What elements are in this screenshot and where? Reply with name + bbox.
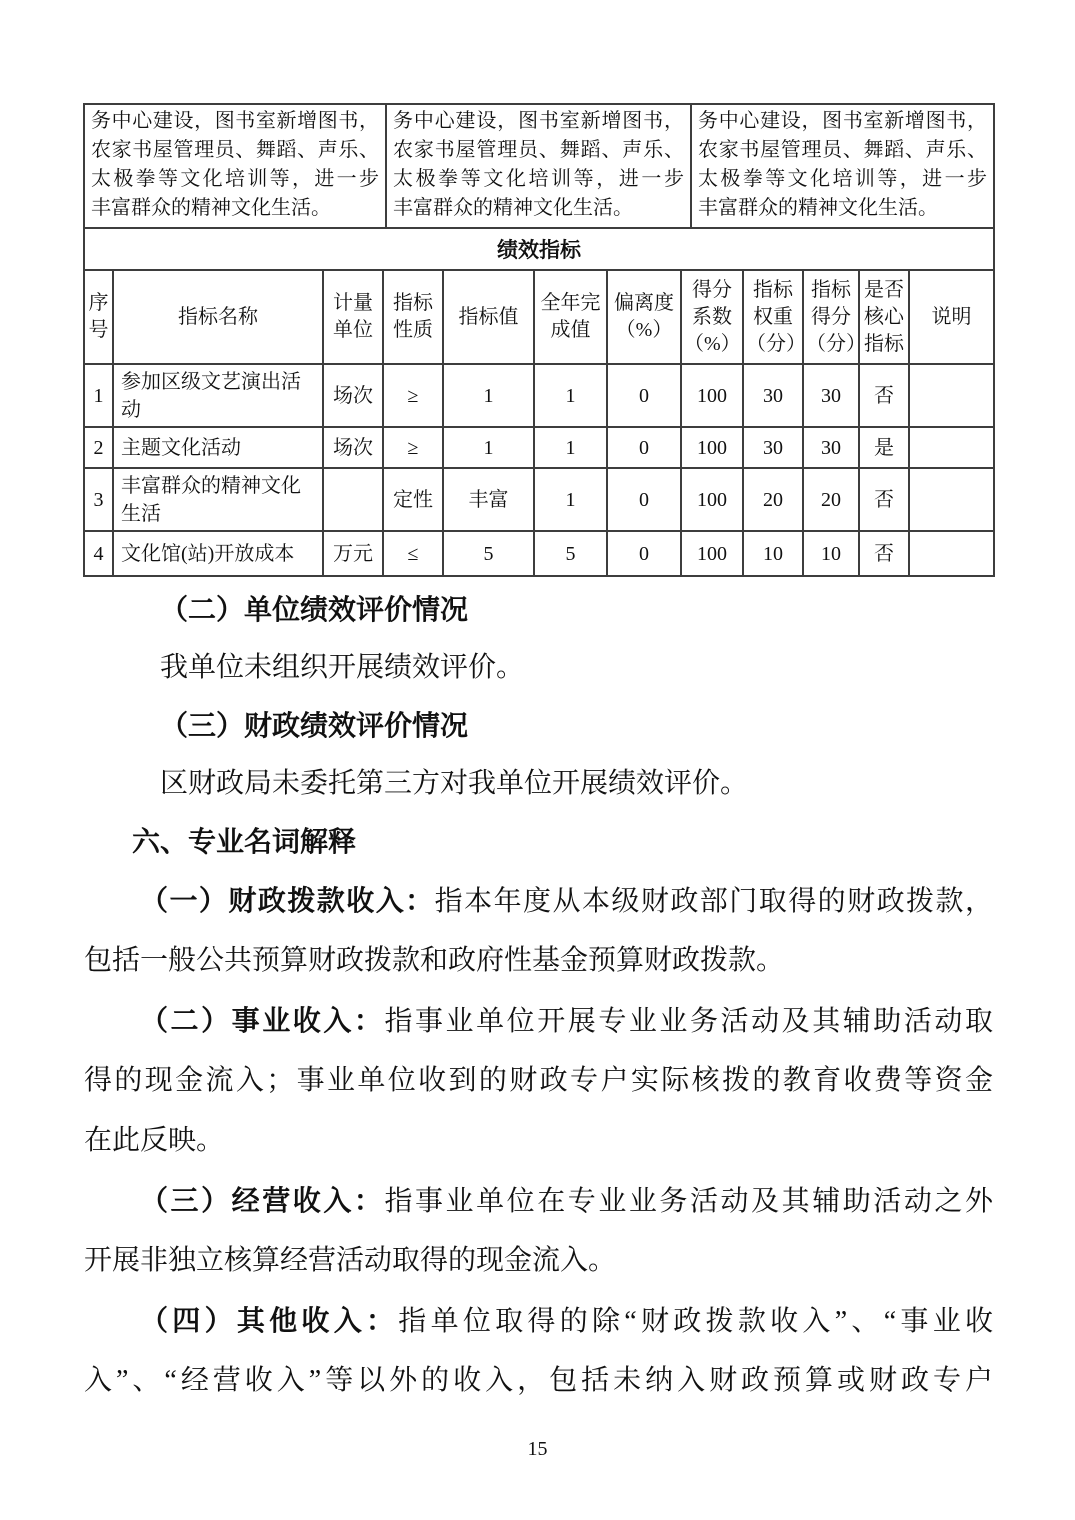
data-cell: 1 (534, 364, 607, 427)
data-cell: 场次 (323, 427, 383, 468)
term-line: 在此反映。 (84, 1125, 225, 1156)
data-cell: 场次 (323, 364, 383, 427)
data-cell: 是 (859, 427, 909, 468)
header-cell: 是否核心指标 (859, 270, 909, 364)
data-cell: 30 (743, 364, 803, 427)
term-line (84, 1291, 993, 1351)
term-line (84, 991, 993, 1051)
section-heading: 六、专业名词解释 (132, 826, 357, 857)
data-cell (909, 364, 994, 427)
data-cell: ≥ (383, 364, 443, 427)
section-heading: （二）单位绩效评价情况 (160, 594, 469, 625)
continuation-line: 太极拳等文化培训等，进一步 (91, 168, 379, 190)
continuation-cell (386, 104, 691, 228)
header-cell: 指标权重（分） (743, 270, 803, 364)
data-cell: 100 (681, 531, 743, 576)
data-cell: 5 (443, 531, 534, 576)
header-cell: 指标性质 (383, 270, 443, 364)
table-section-title: 绩效指标 (84, 228, 994, 270)
indicator-grid (83, 269, 995, 577)
data-cell: 100 (681, 364, 743, 427)
data-cell: 10 (803, 531, 859, 576)
body-line: 我单位未组织开展绩效评价。 (160, 652, 525, 683)
term-line (84, 1171, 993, 1231)
term-lead: （二）事业收入： (140, 1005, 385, 1036)
data-cell (323, 468, 383, 531)
data-cell: 定性 (383, 468, 443, 531)
continuation-line: 丰富群众的精神文化生活。 (393, 197, 633, 219)
table-row (84, 427, 994, 468)
continuation-line: 丰富群众的精神文化生活。 (698, 197, 938, 219)
continuation-table (83, 103, 995, 271)
header-cell: 指标名称 (113, 270, 323, 364)
term-lead: （三）经营收入： (140, 1185, 385, 1216)
continuation-line: 太极拳等文化培训等，进一步 (393, 168, 684, 190)
term-line (84, 871, 993, 931)
continuation-cell (691, 104, 994, 228)
term-text: 指事业单位开展专业业务活动及其辅助活动取 (384, 1006, 993, 1037)
performance-indicator-table (83, 103, 993, 577)
table-row (84, 364, 994, 427)
data-cell: 100 (681, 468, 743, 531)
header-cell: 说明 (909, 270, 994, 364)
data-cell: 丰富 (443, 468, 534, 531)
data-cell: 0 (607, 427, 681, 468)
data-cell: 0 (607, 468, 681, 531)
term-lead: （一）财政拨款收入： (140, 885, 435, 916)
data-cell: 5 (534, 531, 607, 576)
continuation-cell (84, 104, 386, 228)
continuation-line: 务中心建设，图书室新增图书， (91, 110, 379, 132)
data-cell: 100 (681, 427, 743, 468)
data-cell: 20 (803, 468, 859, 531)
data-cell: 3 (84, 468, 113, 531)
body-line: 区财政局未委托第三方对我单位开展绩效评价。 (160, 768, 749, 799)
data-cell (909, 468, 994, 531)
data-cell (909, 531, 994, 576)
continuation-line: 务中心建设，图书室新增图书， (393, 110, 684, 132)
table-row (84, 531, 994, 576)
indicator-name-cell: 参加区级文艺演出活动 (113, 364, 323, 427)
data-cell: 1 (443, 427, 534, 468)
header-cell: 指标得分（分） (803, 270, 859, 364)
data-cell: 万元 (323, 531, 383, 576)
data-cell: 否 (859, 531, 909, 576)
data-cell: 1 (443, 364, 534, 427)
data-cell: 30 (803, 427, 859, 468)
section-heading: （三）财政绩效评价情况 (160, 710, 469, 741)
header-cell: 得分系数（%） (681, 270, 743, 364)
data-cell: 1 (534, 468, 607, 531)
term-line: 入”、“经营收入”等以外的收入，包括未纳入财政预算或财政专户 (84, 1365, 993, 1396)
header-cell: 全年完成值 (534, 270, 607, 364)
data-cell: 1 (84, 364, 113, 427)
data-cell: 否 (859, 364, 909, 427)
data-cell: 否 (859, 468, 909, 531)
indicator-name-cell: 主题文化活动 (113, 427, 323, 468)
term-lead: （四）其他收入： (140, 1305, 399, 1336)
header-cell: 计量单位 (323, 270, 383, 364)
continuation-line: 太极拳等文化培训等，进一步 (698, 168, 987, 190)
data-cell: 30 (803, 364, 859, 427)
table-row (84, 468, 994, 531)
data-cell: 1 (534, 427, 607, 468)
data-cell: 10 (743, 531, 803, 576)
header-cell: 偏离度（%） (607, 270, 681, 364)
data-cell: ≥ (383, 427, 443, 468)
indicator-name-cell: 文化馆(站)开放成本 (113, 531, 323, 576)
continuation-line: 丰富群众的精神文化生活。 (91, 197, 331, 219)
data-cell: 0 (607, 364, 681, 427)
continuation-line: 农家书屋管理员、舞蹈、声乐、 (91, 139, 379, 161)
term-line: 得的现金流入；事业单位收到的财政专户实际核拨的教育收费等资金 (84, 1065, 993, 1096)
page-number: 15 (527, 1438, 548, 1460)
data-cell: 30 (743, 427, 803, 468)
term-line: 包括一般公共预算财政拨款和政府性基金预算财政拨款。 (84, 945, 785, 976)
data-cell: 0 (607, 531, 681, 576)
document-body (84, 581, 993, 1411)
data-cell (909, 427, 994, 468)
data-cell: ≤ (383, 531, 443, 576)
term-text: 指事业单位在专业业务活动及其辅助活动之外 (384, 1186, 993, 1217)
term-line: 开展非独立核算经营活动取得的现金流入。 (84, 1245, 617, 1276)
continuation-line: 农家书屋管理员、舞蹈、声乐、 (393, 139, 684, 161)
header-row (84, 270, 994, 364)
term-text: 指单位取得的除“财政拨款收入”、“事业收 (398, 1306, 993, 1337)
data-cell: 2 (84, 427, 113, 468)
continuation-line: 农家书屋管理员、舞蹈、声乐、 (698, 139, 987, 161)
header-cell: 序号 (84, 270, 113, 364)
data-cell: 20 (743, 468, 803, 531)
data-cell: 4 (84, 531, 113, 576)
continuation-line: 务中心建设，图书室新增图书， (698, 110, 987, 132)
indicator-name-cell: 丰富群众的精神文化生活 (113, 468, 323, 531)
term-text: 指本年度从本级财政部门取得的财政拨款， (434, 886, 993, 917)
header-cell: 指标值 (443, 270, 534, 364)
